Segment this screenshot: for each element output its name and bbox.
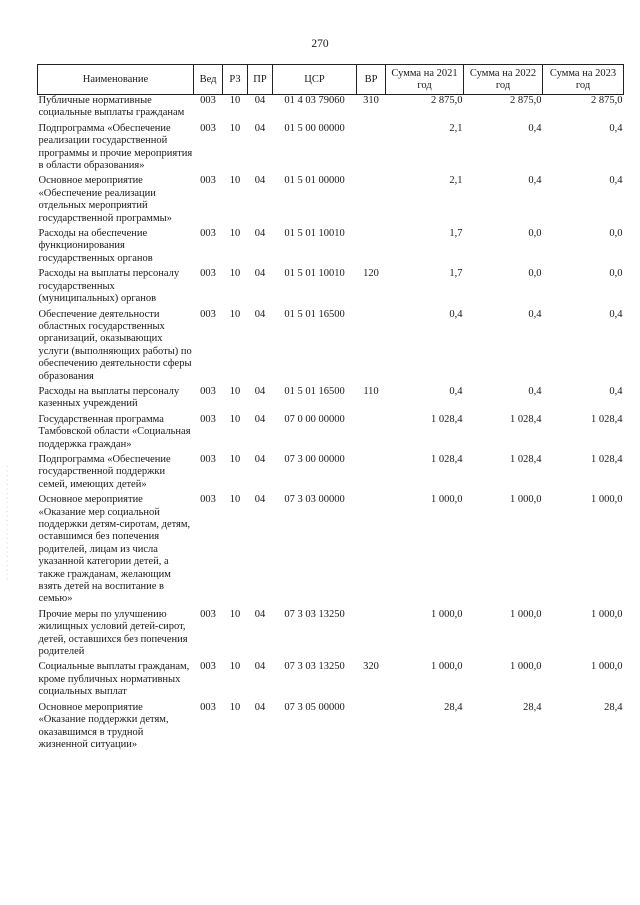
table-row — [38, 609, 624, 662]
table-body — [38, 95, 624, 755]
row-name: Основное мероприятие «Оказание поддержки детям, оказавшимся в трудной жизненной ситуации» — [38, 701, 169, 750]
row-csr: 01 5 01 10010 — [284, 268, 345, 280]
row-csr: 01 5 00 00000 — [284, 122, 345, 134]
row-pr: 04 — [254, 608, 266, 620]
table-row — [38, 95, 624, 123]
table-row — [38, 494, 624, 609]
row-sum-2021: 1 028,4 — [431, 413, 463, 425]
row-sum-2023: 0,0 — [609, 228, 623, 240]
row-vr: 110 — [363, 385, 379, 397]
header-csr: ЦСР — [273, 65, 357, 95]
row-csr: 01 5 01 00000 — [284, 175, 345, 187]
row-sum-2022: 0,4 — [528, 308, 542, 320]
row-csr: 01 5 01 16500 — [284, 308, 345, 320]
row-name: Прочие меры по улучшению жилищных условий детей-сирот, детей, оставшихся без попечения родителей — [38, 608, 188, 658]
row-sum-2021: 1 000,0 — [431, 494, 463, 506]
side-margin-stamp: · · · · · · · · · · · · · · · · · · · · · · · · · · — [5, 465, 11, 580]
table-row — [38, 228, 624, 268]
row-name: Основное мероприятие «Обеспечение реализации отдельных мероприятий государственной программы» — [38, 175, 172, 224]
row-ved: 003 — [200, 608, 216, 620]
row-csr: 01 5 01 10010 — [284, 228, 345, 240]
row-sum-2023: 0,4 — [609, 175, 623, 187]
row-vr — [357, 494, 386, 609]
row-name: Расходы на выплаты персоналу казенных учреждений — [38, 385, 180, 410]
row-ved: 003 — [200, 122, 216, 134]
row-ved: 003 — [200, 228, 216, 240]
row-rz: 10 — [229, 453, 241, 465]
row-rz: 10 — [229, 494, 241, 506]
row-sum-2022: 0,0 — [528, 228, 542, 240]
row-vr — [357, 123, 386, 176]
row-ved: 003 — [200, 385, 216, 397]
row-pr: 04 — [254, 95, 266, 106]
row-sum-2022: 28,4 — [523, 701, 542, 713]
row-vr — [357, 175, 386, 228]
row-sum-2021: 2,1 — [449, 122, 463, 134]
row-sum-2022: 0,0 — [528, 268, 542, 280]
row-sum-2021: 1 000,0 — [431, 608, 463, 620]
row-name: Публичные нормативные социальные выплаты гражданам — [38, 95, 185, 119]
row-pr: 04 — [254, 701, 266, 713]
row-vr — [357, 309, 386, 386]
row-sum-2023: 1 000,0 — [591, 608, 623, 620]
table-row — [38, 661, 624, 701]
row-rz: 10 — [229, 122, 241, 134]
row-name: Обеспечение деятельности областных государственных организаций, оказывающих услуги (выполняющих работы) по обеспечению деятельности сферы образования — [38, 308, 192, 382]
row-name: Подпрограмма «Обеспечение реализации государственной программы и прочие мероприятия в области образования» — [38, 122, 193, 172]
row-ved: 003 — [200, 308, 216, 320]
row-csr: 07 3 03 00000 — [284, 494, 345, 506]
row-sum-2022: 1 028,4 — [510, 453, 542, 465]
row-sum-2022: 1 000,0 — [510, 661, 542, 673]
row-rz: 10 — [229, 228, 241, 240]
row-ved: 003 — [200, 413, 216, 425]
row-name: Подпрограмма «Обеспечение государственной поддержки семей, имеющих детей» — [38, 453, 171, 490]
row-ved: 003 — [200, 95, 216, 106]
row-csr: 01 5 01 16500 — [284, 385, 345, 397]
header-vr: ВР — [357, 65, 386, 95]
table-row — [38, 175, 624, 228]
page-number: 270 — [311, 38, 329, 50]
row-name: Расходы на выплаты персоналу государственных (муниципальных) органов — [38, 268, 180, 305]
header-sum-2022: Сумма на 2022 год — [464, 65, 543, 95]
row-sum-2021: 2 875,0 — [431, 95, 463, 106]
header-name: Наименование — [38, 65, 194, 95]
row-sum-2022: 1 000,0 — [510, 494, 542, 506]
row-vr: 310 — [363, 95, 379, 106]
table-row — [38, 386, 624, 414]
row-vr — [357, 414, 386, 454]
row-name: Социальные выплаты гражданам, кроме публичных нормативных социальных выплат — [38, 661, 190, 698]
table-header — [38, 65, 624, 95]
row-sum-2023: 1 028,4 — [591, 453, 623, 465]
row-csr: 07 3 03 13250 — [284, 661, 345, 673]
table-row — [38, 454, 624, 494]
row-rz: 10 — [229, 413, 241, 425]
row-sum-2023: 0,0 — [609, 268, 623, 280]
row-sum-2023: 0,4 — [609, 308, 623, 320]
row-sum-2021: 1 028,4 — [431, 453, 463, 465]
row-ved: 003 — [200, 494, 216, 506]
row-sum-2021: 1 000,0 — [431, 661, 463, 673]
row-pr: 04 — [254, 122, 266, 134]
row-rz: 10 — [229, 385, 241, 397]
row-sum-2021: 0,4 — [449, 308, 463, 320]
row-sum-2021: 1,7 — [449, 268, 463, 280]
row-rz: 10 — [229, 268, 241, 280]
row-name: Расходы на обеспечение функционирования государственных органов — [38, 228, 153, 264]
row-sum-2022: 1 028,4 — [510, 413, 542, 425]
row-vr — [357, 702, 386, 755]
row-ved: 003 — [200, 453, 216, 465]
row-rz: 10 — [229, 701, 241, 713]
row-vr — [357, 609, 386, 662]
table-row — [38, 702, 624, 755]
row-sum-2022: 0,4 — [528, 122, 542, 134]
row-sum-2023: 1 000,0 — [591, 661, 623, 673]
header-ved: Вед — [194, 65, 223, 95]
row-vr — [357, 454, 386, 494]
row-sum-2023: 1 000,0 — [591, 494, 623, 506]
row-ved: 003 — [200, 701, 216, 713]
row-name: Государственная программа Тамбовской области «Социальная поддержка граждан» — [38, 413, 191, 450]
row-pr: 04 — [254, 228, 266, 240]
table-row — [38, 123, 624, 176]
row-pr: 04 — [254, 385, 266, 397]
row-sum-2022: 0,4 — [528, 175, 542, 187]
row-sum-2022: 1 000,0 — [510, 608, 542, 620]
table-row — [38, 309, 624, 386]
header-sum-2021: Сумма на 2021 год — [386, 65, 464, 95]
row-pr: 04 — [254, 175, 266, 187]
budget-table — [37, 64, 624, 754]
row-csr: 07 3 03 13250 — [284, 608, 345, 620]
row-rz: 10 — [229, 95, 241, 106]
row-pr: 04 — [254, 268, 266, 280]
table-row — [38, 268, 624, 308]
row-rz: 10 — [229, 608, 241, 620]
row-pr: 04 — [254, 413, 266, 425]
row-csr: 07 0 00 00000 — [284, 413, 345, 425]
row-sum-2022: 0,4 — [528, 385, 542, 397]
header-pr: ПР — [248, 65, 273, 95]
header-sum-2023: Сумма на 2023 год — [543, 65, 624, 95]
row-sum-2021: 28,4 — [444, 701, 463, 713]
row-sum-2021: 2,1 — [449, 175, 463, 187]
header-rz: РЗ — [223, 65, 248, 95]
row-sum-2023: 1 028,4 — [591, 413, 623, 425]
row-vr — [357, 228, 386, 268]
row-rz: 10 — [229, 308, 241, 320]
row-sum-2023: 0,4 — [609, 385, 623, 397]
row-rz: 10 — [229, 661, 241, 673]
row-name: Основное мероприятие «Оказание мер социальной поддержки детям-сиротам, детям, оставшимся без попечения родителей, лицам из числа указанной категории детей, а также гражданам, желающим взять детей на воспитание в семью» — [38, 494, 191, 605]
row-vr: 320 — [363, 661, 379, 673]
row-sum-2021: 1,7 — [449, 228, 463, 240]
row-pr: 04 — [254, 308, 266, 320]
row-sum-2022: 2 875,0 — [510, 95, 542, 106]
row-pr: 04 — [254, 494, 266, 506]
row-ved: 003 — [200, 268, 216, 280]
table-row — [38, 414, 624, 454]
row-rz: 10 — [229, 175, 241, 187]
row-ved: 003 — [200, 175, 216, 187]
row-csr: 01 4 03 79060 — [284, 95, 345, 106]
row-pr: 04 — [254, 661, 266, 673]
row-sum-2021: 0,4 — [449, 385, 463, 397]
row-sum-2023: 0,4 — [609, 122, 623, 134]
row-csr: 07 3 00 00000 — [284, 453, 345, 465]
row-pr: 04 — [254, 453, 266, 465]
row-sum-2023: 28,4 — [604, 701, 623, 713]
row-vr: 120 — [363, 268, 379, 280]
row-ved: 003 — [200, 661, 216, 673]
row-sum-2023: 2 875,0 — [591, 95, 623, 106]
row-csr: 07 3 05 00000 — [284, 701, 345, 713]
